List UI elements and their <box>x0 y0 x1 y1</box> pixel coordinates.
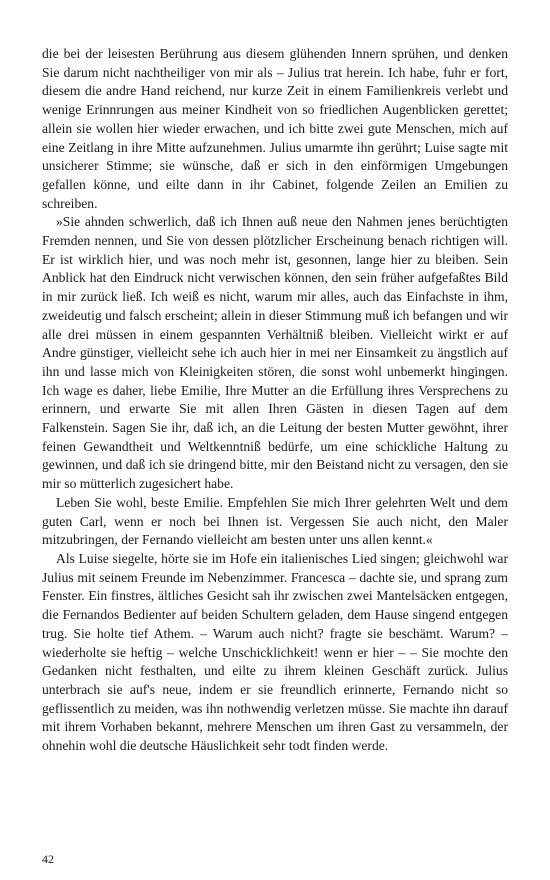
paragraph-narrative: Als Luise siegelte, hörte sie im Hofe ein italienisches Lied singen; gleichwohl war Julius mit seinem Freunde im Nebenzimmer. Francesca – dachte sie, und sprang zum Fenster. Ein finstres, ältliches Gesicht sah ihr zwischen zwei Mantelsäcken entgegen, die Fernandos Bedienter auf beiden Schultern geladen, dem Hause singend entgegen trug. Sie holte tief Athem. – Warum auch nicht? fragte sie beschämt. Warum? – wiederholte sie heftig – welche Unschicklichkeit! wenn er hier – – Sie mochte den Gedanken nicht festhalten, und eilte zu ihrem kleinen Geschäft zurück. Julius unterbrach sie auf's neue, indem er sie freundlich erinnerte, Fernando nicht so geflissentlich zu meiden, was ihn nothwendig verletzen müsse. Sie machte ihn darauf mit ihrem Vorhaben bekannt, mehrere Menschen um ihren Gast zu versammeln, der ohnehin wohl die deutsche Häuslichkeit sehr todt finden werde. <box>42 550 508 754</box>
page-body <box>42 45 508 756</box>
paragraph-letter: »Sie ahnden schwerlich, daß ich Ihnen auß neue den Nahmen jenes berüchtigten Fremden nennen, und Sie von dessen plötzlicher Erscheinung benach richtigen will. Er ist wirklich hier, und was noch mehr ist, gesonnen, lange hier zu bleiben. Sein Anblick hat den Eindruck nicht verwischen können, den sein früher aufgefaßtes Bild in mir zurück ließ. Ich weiß es nicht, warum mir alles, auch das Einfachste in ihm, zweideutig und falsch erscheint; allein in dieser Stimmung muß ich befangen und wir alle drei müssen in einem gespannten Verhältniß bleiben. Vielleicht wirkt er auf Andre günstiger, vielleicht sehe ich auch hier in mei ner Einsamkeit zu ängstlich auf ihn und lasse mich von Kleinigkeiten stören, die sonst wohl unbemerkt hingingen. Ich wage es daher, liebe Emilie, Ihre Mutter an die Erfüllung ihres Versprechens zu erinnern, und erwarte Sie mit allen Ihren Gästen in diesen Tagen auf dem Falkenstein. Sagen Sie ihr, daß ich, an die Leitung der besten Mutter gewöhnt, ihrer feinen Gewandtheit und Weltkenntniß bedürfe, um eine schickliche Haltung zu gewinnen, und daß ich sie dringend bitte, mir den Beistand nicht zu versagen, den sie mir so mütterlich zugesichert habe. <box>42 214 508 492</box>
paragraph-continuation: die bei der leisesten Berührung aus diesem glühenden Innern sprühen, und denken Sie darum nicht nachtheiliger von mir als – Julius trat herein. Ich habe, fuhr er fort, diesem die andre Hand reichend, nur kurze Zeit in einem Familienkreis verlebt und wenige Erinnrungen aus meiner Kindheit von so friedlichen Augenblicken gerettet; allein sie wollen hier wieder erwachen, und ich bitte zwei gute Menschen, mich auf eine Zeitlang in ihre Mitte aufzunehmen. Julius umarmte ihn gerührt; Luise sagte mit unsicherer Stimme; sie wünsche, daß er sich in den einförmigen Umgebungen gefallen könne, und eilte dann in ihr Cabinet, folgende Zeilen an Emilien zu schreiben. <box>42 46 508 211</box>
paragraph-letter-closing: Leben Sie wohl, beste Emilie. Empfehlen Sie mich Ihrer gelehrten Welt und dem guten Carl, wenn er noch bei Ihnen ist. Vergessen Sie auch nicht, den Maler mitzubringen, der Fernando vielleicht am besten unter uns allen kennt.« <box>42 494 508 548</box>
page-number: 42 <box>42 852 54 866</box>
